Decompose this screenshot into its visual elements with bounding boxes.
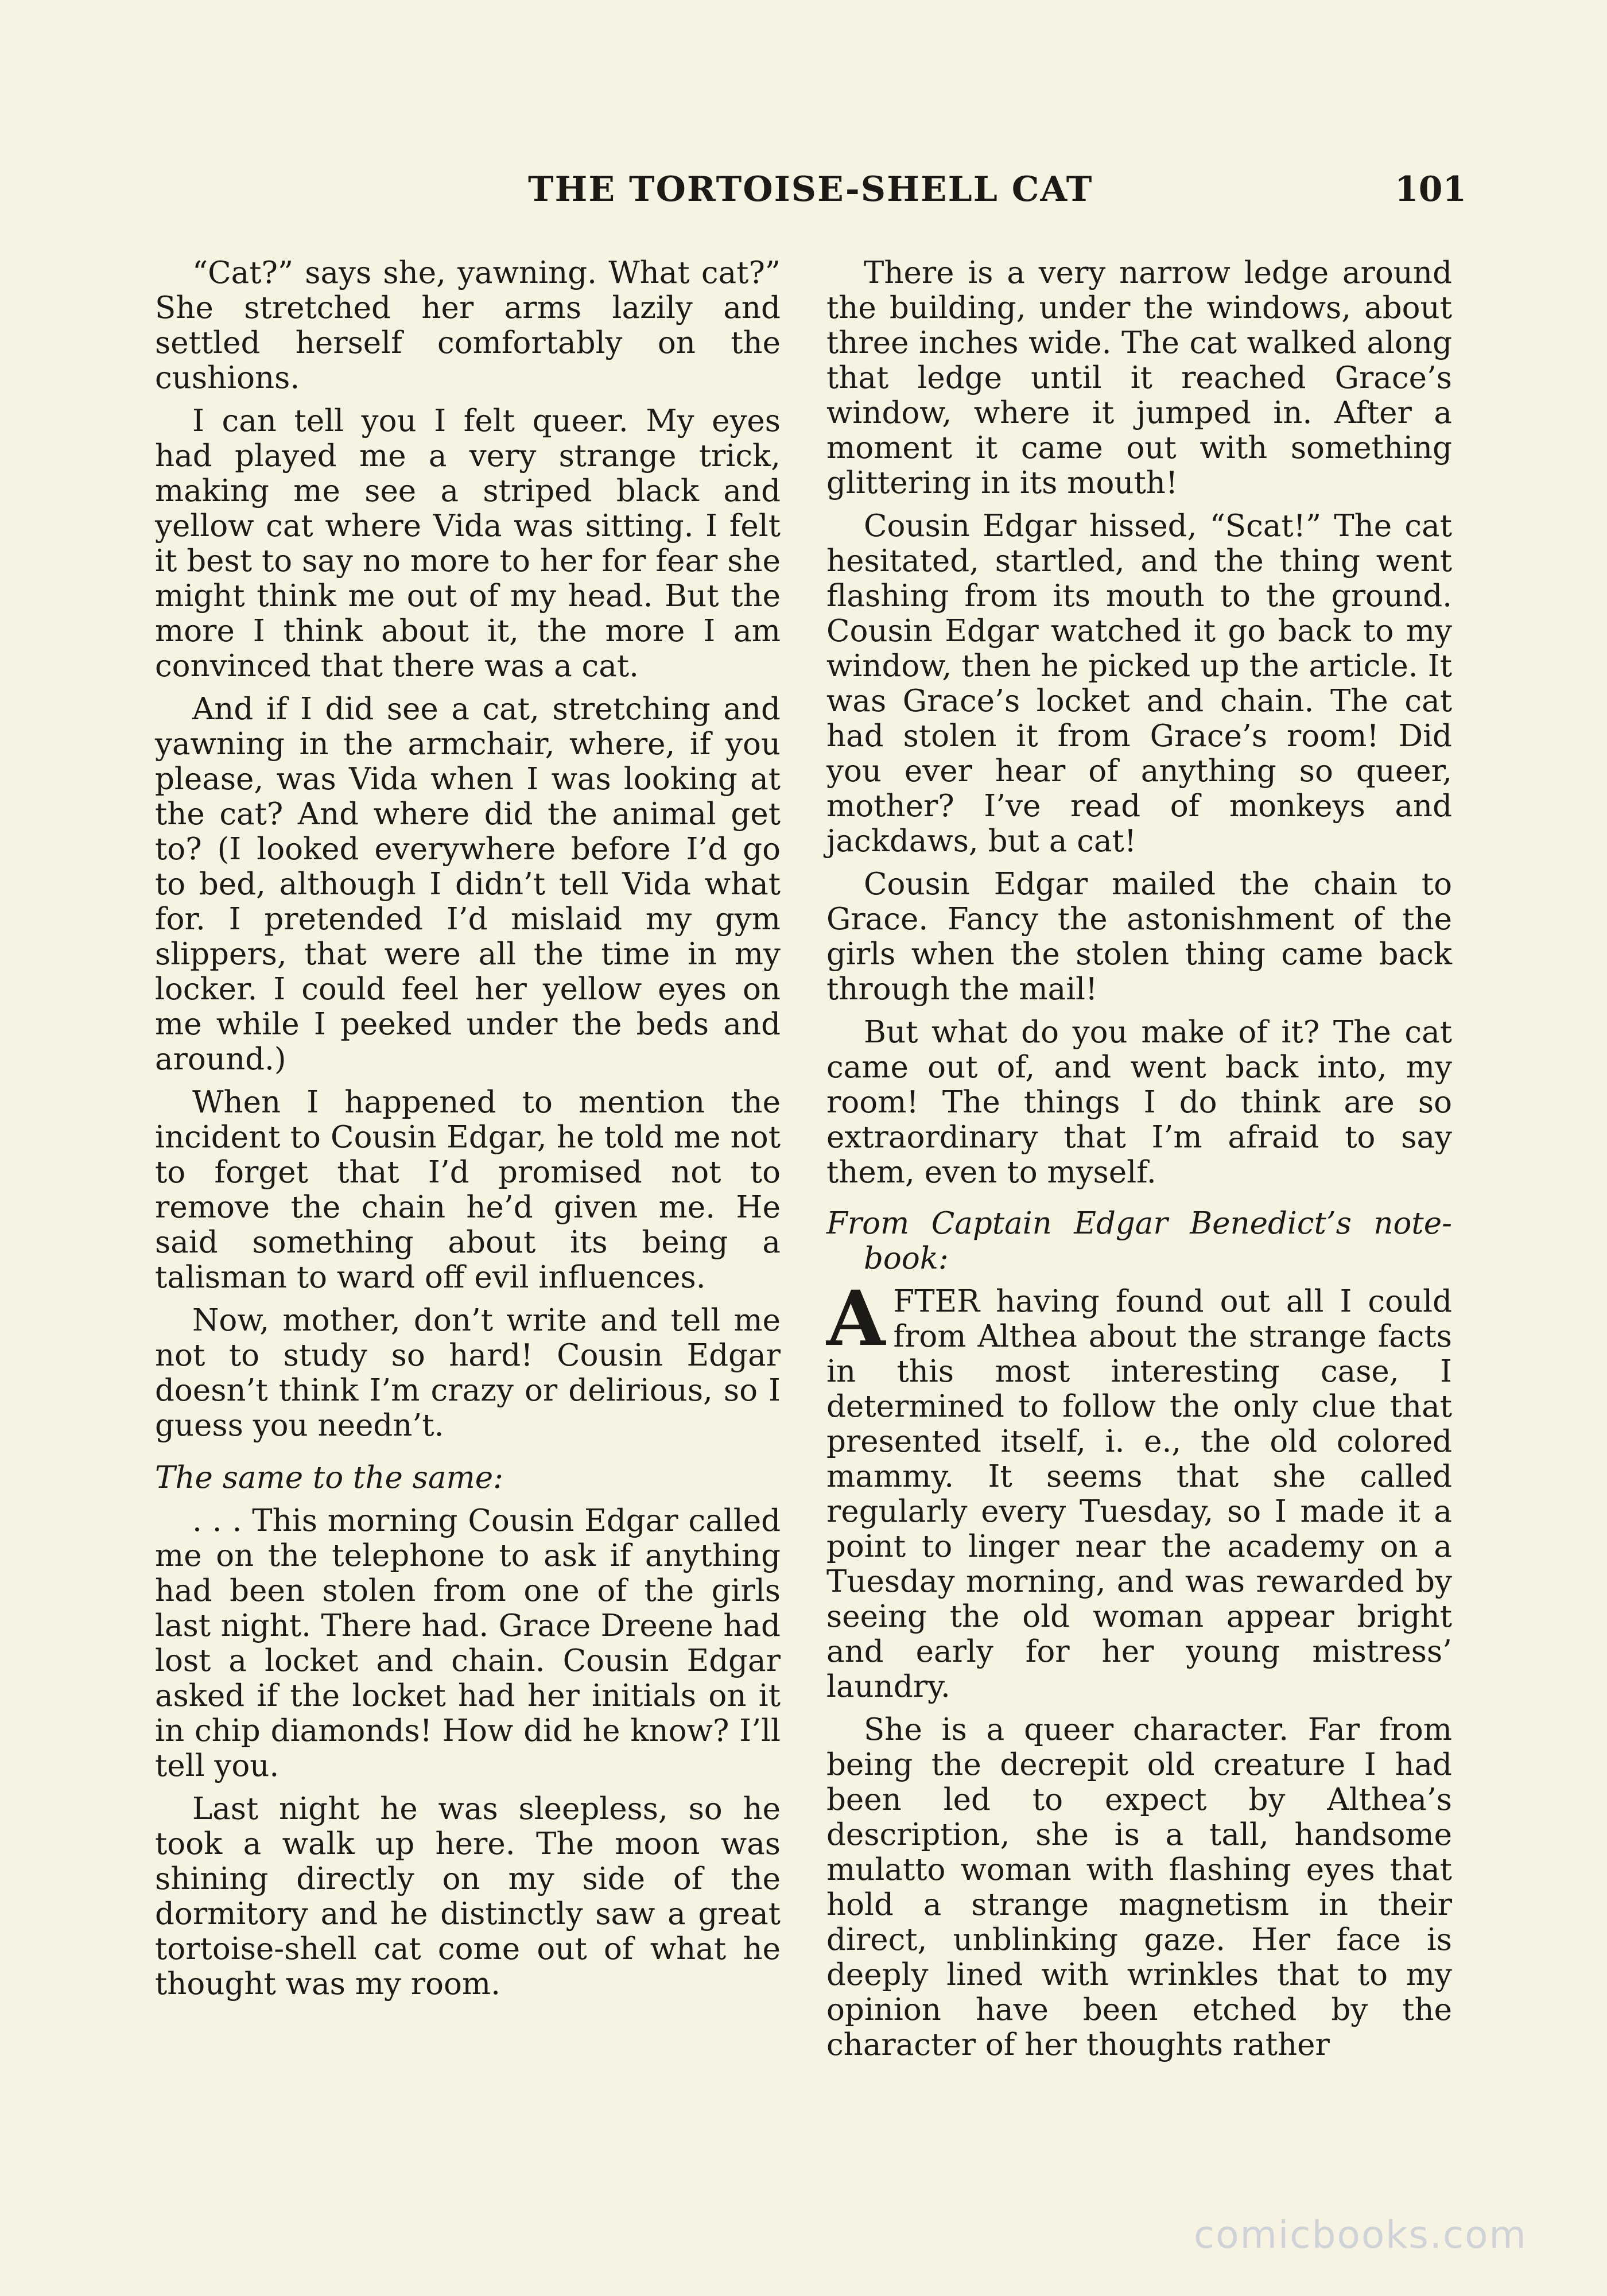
paragraph: And if I did see a cat, stretching and yawning in the armchair, where, if you please, was Vida when I was looking at the cat? And where did the animal get to? (I looked everywhere before I’d go to bed, although I didn’t tell Vida what for. I pretended I’d mislaid my gym slippers, that were all the time in my locker. I could feel her yellow eyes on me while I peeked under the beds and around.) [155,692,781,1077]
paragraph-with-dropcap [826,1274,1452,1704]
paragraph: Cousin Edgar hissed, “Scat!” The cat hesitated, startled, and the thing went flashing from its mouth to the ground. Cousin Edgar watched it go back to my window, then he picked up the article. It was Grace’s locket and chain. The cat had stolen it from Grace’s room! Did you ever hear of anything so queer, mother? I’ve read of monkeys and jackdaws, but a cat! [826,509,1452,859]
paragraph: Cousin Edgar mailed the chain to Grace. Fancy the astonishment of the girls when the stolen thing came back through the mail! [826,867,1452,1007]
paragraph: She is a queer character. Far from being the decrepit old creature I had been led to expect by Althea’s description, she is a tall, handsome mulatto woman with flashing eyes that hold a strange magnetism in their direct, unblinking gaze. Her face is deeply lined with wrinkles that to my opinion have been etched by the character of her thoughts rather [826,1712,1452,2062]
running-head: THE TORTOISE-SHELL CAT [528,169,1093,210]
paragraph: There is a very narrow ledge around the building, under the windows, about three inches wide. The cat walked along that ledge until it reached Grace’s window, where it jumped in. After a moment it came out with something glittering in its mouth! [826,255,1452,501]
watermark: comicbooks.com [1194,2213,1527,2257]
drop-cap: A [826,1274,886,1363]
left-column [155,255,781,2010]
section-heading: The same to the same: [155,1460,503,1495]
paragraph: When I happened to mention the incident to Cousin Edgar, he told me not to forget that I’d promised not to remove the chain he’d given me. He said something about its being a talisman to ward off evil influences. [155,1085,781,1295]
page-number: 101 [1395,169,1467,210]
section-heading: From Captain Edgar Benedict’s notebook: [826,1206,1452,1276]
paragraph: “Cat?” says she, yawning. What cat?” She stretched her arms lazily and settled herself comfortably on the cushions. [155,255,781,395]
paragraph: . . . This morning Cousin Edgar called me on the telephone to ask if anything had been stolen from one of the girls last night. There had. Grace Dreene had lost a locket and chain. Cousin Edgar asked if the locket had her initials on it in chip diamonds! How did he know? I’ll tell you. [155,1503,781,1783]
paragraph-text: FTER having found out all I could from Althea about the strange facts in this most interesting case, I determined to follow the only clue that presented itself, i. e., the old colored mammy. It seems that she called regularly every Tuesday, so I made it a point to linger near the academy on a Tuesday morning, and was rewarded by seeing the old woman appear bright and early for her young mistress’ laundry. [826,1284,1452,1704]
paragraph: But what do you make of it? The cat came out of, and went back into, my room! The things I do think are so extraordinary that I’m afraid to say them, even to myself. [826,1015,1452,1190]
paragraph: Now, mother, don’t write and tell me not to study so hard! Cousin Edgar doesn’t think I’m crazy or delirious, so I guess you needn’t. [155,1303,781,1443]
right-column [826,255,1452,2070]
paragraph: I can tell you I felt queer. My eyes had played me a very strange trick, making me see a striped black and yellow cat where Vida was sitting. I felt it best to say no more to her for fear she might think me out of my head. But the more I think about it, the more I am convinced that there was a cat. [155,404,781,684]
paragraph: Last night he was sleepless, so he took a walk up here. The moon was shining directly on my side of the dormitory and he distinctly saw a great tortoise-shell cat come out of what he thought was my room. [155,1791,781,2002]
